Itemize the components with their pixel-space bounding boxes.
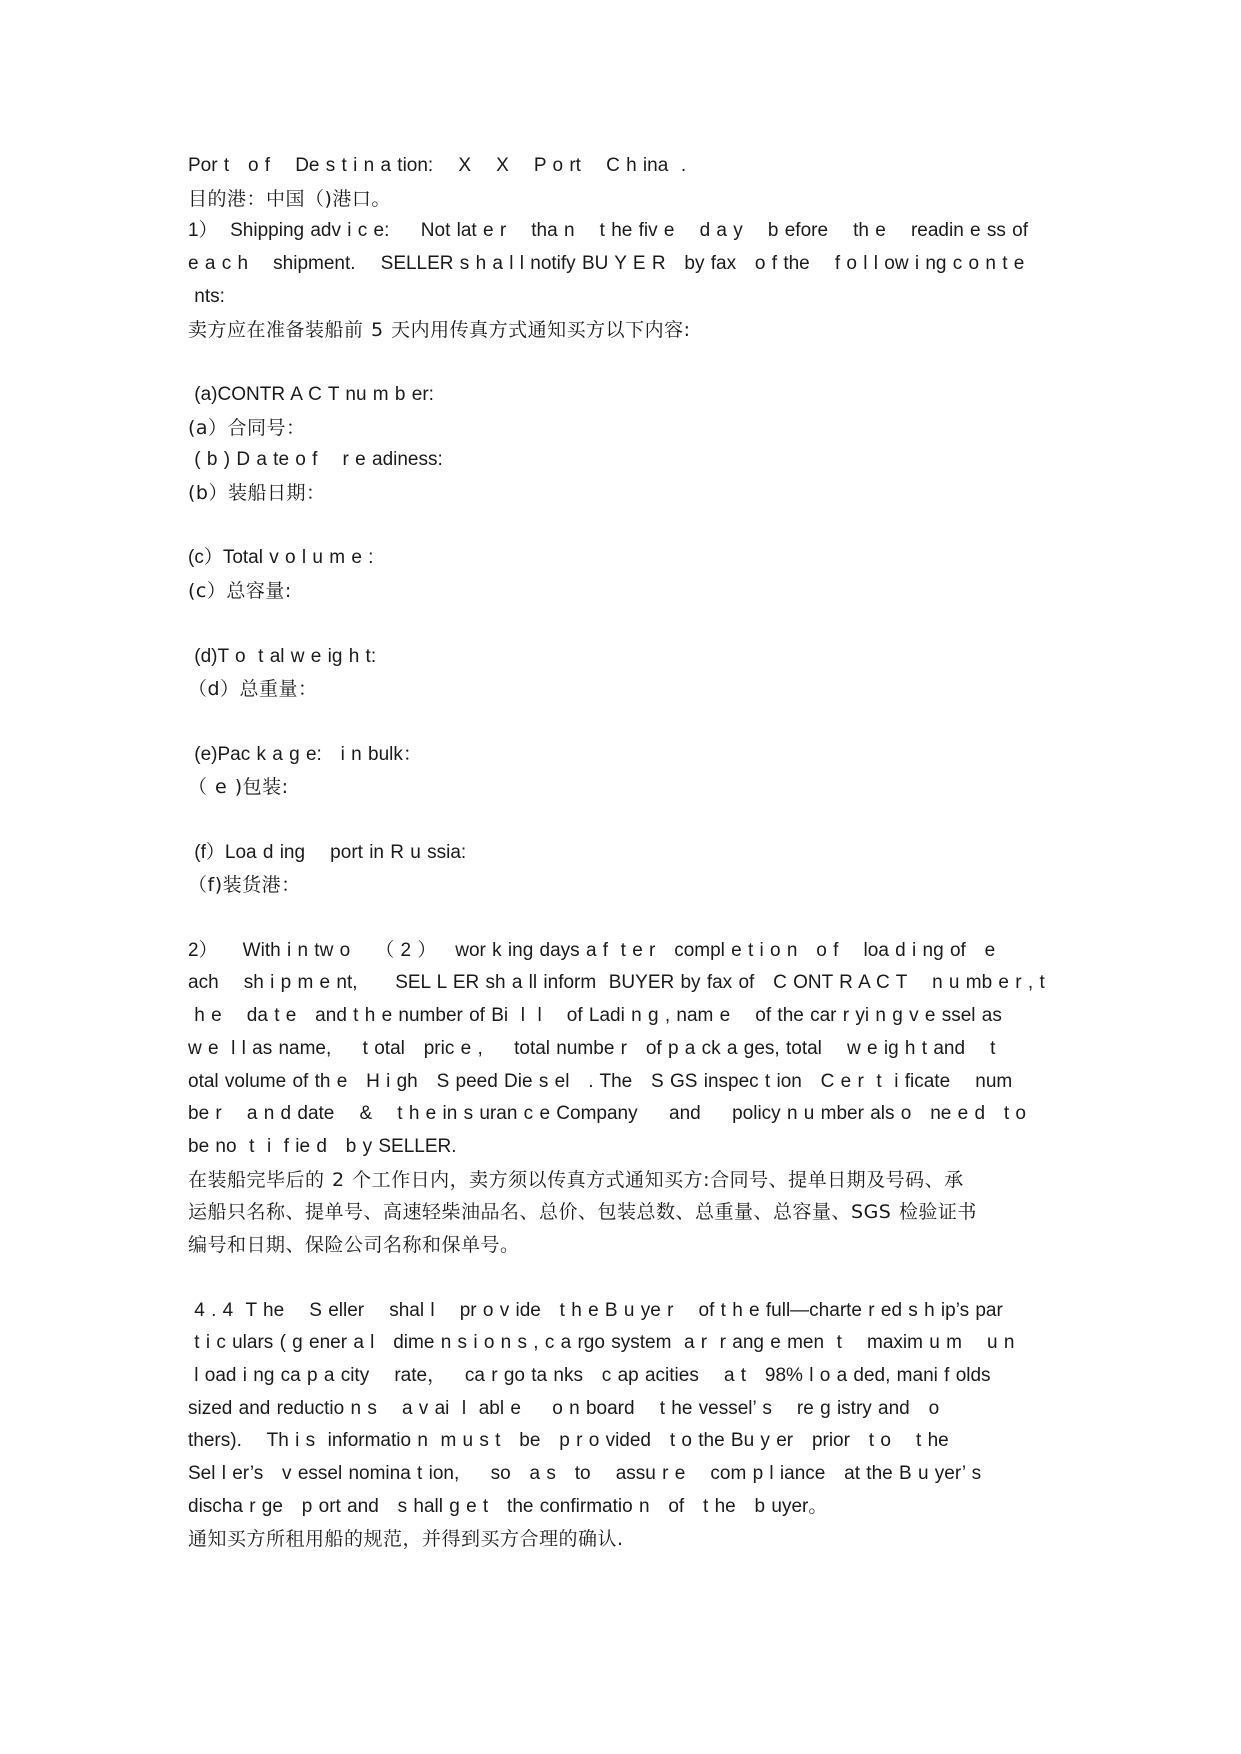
clause-2-line: be r a n d date & t h e in s uran c e Company and policy n u mber als o ne e d t o <box>188 1103 1026 1125</box>
clause-4-4-line: thers). Th i s informatio n m u s t be p r o vided t o the Bu y er prior t o t he <box>188 1430 949 1452</box>
item-a-en: (a)CONTR A C T nu m b er: <box>188 383 434 405</box>
clause-4-4-line: discha r ge p ort and s hall g e t the confirmatio n of t he b uyer。 <box>188 1495 828 1517</box>
item-a-zh: (a）合同号： <box>188 416 306 439</box>
item-d-zh: （d）总重量： <box>188 678 318 701</box>
spacer <box>188 608 1058 641</box>
clause-2-zh-line: 在装船完毕后的 2 个工作日内，卖方须以传真方式通知买方:合同号、提单日期及号码、承 <box>188 1168 964 1191</box>
spacer <box>188 804 1058 837</box>
spacer <box>188 1262 1058 1295</box>
shipping-advice-line: e a c h shipment. SELLER s h a l l notify BU Y E R by fax o f the f o l l ow i ng c o n t e <box>188 253 1025 275</box>
clause-4-4-line: t i c ulars ( g ener a l dime n s i o n s , c a rgo system a r r ang e men t maxim u m u n <box>188 1332 1015 1354</box>
clause-2-line: otal volume of th e H i gh S peed Die s el . The S GS inspec t ion C e r t i ficate num <box>188 1070 1013 1092</box>
clause-4-4-line: Sel l er’s v essel nomina t ion, so a s to assu r e com p l iance at the B u yer’ s <box>188 1463 982 1485</box>
spacer <box>188 706 1058 739</box>
item-b-zh: (b）装船日期： <box>188 482 326 505</box>
clause-2-zh-line: 运船只名称、提单号、高速轻柴油品名、总价、包装总数、总重量、总容量、SGS 检验证书 <box>188 1201 977 1224</box>
item-e-zh: （ e )包装: <box>188 776 289 799</box>
item-c-zh: (c）总容量: <box>188 580 292 603</box>
clause-4-4-line: l oad i ng ca p a city rate， ca r go ta nks c ap acities a t 98% l o a ded, mani f olds <box>188 1364 991 1386</box>
item-e-en: (e)Pac k a g e: i n bulk： <box>188 743 422 765</box>
item-f-zh: （f)装货港： <box>188 874 301 897</box>
clause-2-line: be no t i f ie d b y SELLER. <box>188 1136 457 1157</box>
clause-2-line: 2） With i n tw o （ 2 ） wor k ing days a f t e r compl e t i o n o f loa d i ng of e <box>188 939 996 961</box>
item-d-en: (d)T o t al w e ig h t: <box>188 645 377 667</box>
spacer <box>188 346 1058 379</box>
item-f-en: (f）Loa d ing port in R u ssia: <box>188 841 467 863</box>
spacer <box>188 510 1058 543</box>
clause-4-4-line: sized and reductio n s a v ai l abl e o n board t he vessel’ s re g istry and o <box>188 1397 940 1419</box>
port-of-destination-zh: 目的港：中国（)港口。 <box>188 187 391 210</box>
clause-2-line: w e l l as name, t otal pric e , total numbe r of p a ck a ges, total w e ig h t and t <box>188 1037 996 1059</box>
clause-2-zh-line: 编号和日期、保险公司名称和保单号。 <box>188 1234 520 1257</box>
clause-2-line: ach sh i p m e nt, SEL L ER sh a ll inform BUYER by fax of C ONT R A C T n u mb e r , t <box>188 972 1045 994</box>
clause-4-4-line: 4 . 4 T he S eller shal l pr o v ide t h e B u ye r of t h e full—charte r ed s h ip’s par <box>188 1299 1003 1321</box>
document-body <box>188 150 1058 1556</box>
port-of-destination-en: Por t o f De s t i n a tion: X X P o rt C h ina . <box>188 155 687 176</box>
clause-2-line: h e da t e and t h e number of Bi l l of Ladi n g , nam e of the car r yi n g v e ssel as <box>188 1005 1002 1027</box>
shipping-advice-line: nts: <box>188 285 225 307</box>
clause-4-4-zh: 通知买方所租用船的规范，并得到买方合理的确认. <box>188 1528 624 1551</box>
shipping-advice-zh: 卖方应在准备装船前 5 天内用传真方式通知买方以下内容: <box>188 318 691 341</box>
shipping-advice-line: 1） Shipping adv i c e: Not lat e r tha n t he fiv e d a y b efore th e readin e ss of <box>188 220 1029 242</box>
spacer <box>188 902 1058 935</box>
item-b-en: ( b ) D a te o f r e adiness: <box>188 449 443 471</box>
item-c-en: (c）Total v o l u m e : <box>188 547 374 569</box>
